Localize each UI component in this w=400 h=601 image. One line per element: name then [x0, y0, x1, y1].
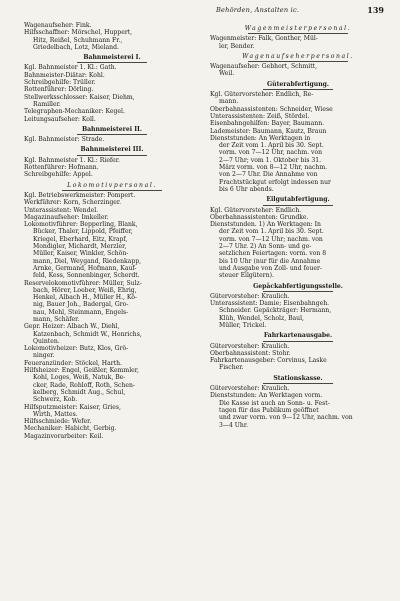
- entry-line: Hilfsheizer: Engel, Geißler, Kemmler,: [24, 367, 139, 375]
- entry-line: Oberbahnassistent: Stohr.: [210, 349, 291, 357]
- entry-continuation: und zwar vorm. von 9—12 Uhr, nachm. von: [219, 414, 353, 422]
- heading-rule: [248, 33, 348, 34]
- entry-line: Oberbahnassistenten: Schneider, Wiese: [210, 105, 333, 113]
- entry-line: Magazinaufseher: Imkeller.: [24, 213, 109, 221]
- entry-line: Oberbahnassistenten: Grundke.: [210, 213, 309, 221]
- entry-line: Rottenführer: Hofmann.: [24, 164, 99, 172]
- section-heading: Bahnmeisterei I.: [83, 54, 141, 62]
- right-column: [210, 22, 386, 429]
- entry-line: Wagenaufseher: Gebhort, Schmitt,: [210, 63, 318, 71]
- entry-line: Hilfsschmiede: Wefer.: [24, 418, 92, 426]
- entry-line: Werkführer: Korn, Scherzinger.: [24, 199, 122, 207]
- entry-line: Unterassistent: Damie; Eisenbahngeh.: [210, 300, 330, 308]
- entry-continuation: von 2—7 Uhr. Die Annahme von: [219, 171, 318, 179]
- entry-continuation: Kriegel, Eberhard, Eitz, Krapf,: [33, 235, 128, 243]
- entry-line: Kgl. Bahnmeister: Strade.: [24, 136, 105, 144]
- entry-continuation: Weil.: [219, 70, 235, 78]
- entry-continuation: Katzenbach, Schmidt W., Henrichs,: [33, 330, 142, 338]
- entry-continuation: kelberg, Schmidt Aug., Schul,: [33, 388, 126, 396]
- entry-line: Wagenaufseher: Fink.: [24, 22, 92, 29]
- entry-line: Gütervorsteher: Kraulich.: [210, 385, 290, 393]
- entry-line: Mechaniker: Habicht, Gerbig.: [24, 425, 117, 433]
- entry-continuation: mann, Schäfer.: [33, 315, 80, 323]
- entry-line: Bahnmeister-Diätar: Kohl.: [24, 71, 105, 79]
- entry-continuation: vorm. von 7—12 Uhr, nachm. von: [219, 149, 323, 157]
- entry-line: Kgl. Bahnmeister 1. Kl.: Riefer.: [24, 156, 120, 164]
- section-heading: Wagenmeisterpersonal.: [244, 25, 352, 32]
- entry-line: Dienststunden: An Werktagen in: [210, 134, 311, 142]
- heading-rule: [263, 291, 333, 292]
- entry-continuation: feld, Kess, Sonnenbinger, Scherdt.: [33, 272, 140, 280]
- entry-line: Lokomotivheizer: Butz, Klos, Grö-: [24, 345, 129, 353]
- entry-continuation: ler, Bender.: [219, 42, 255, 50]
- section-heading: Wagenaufseherpersonal.: [242, 52, 354, 60]
- entry-line: Gütervorsteher: Kraulich.: [210, 292, 290, 300]
- entry-continuation: Müller, Trickel.: [219, 321, 267, 329]
- entry-continuation: ninger.: [33, 352, 55, 360]
- entry-line: Gepr. Heizer: Albach W., Diehl,: [24, 323, 120, 331]
- entry-continuation: März vorm. von 8—12 Uhr, nachm.: [219, 164, 328, 172]
- entry-line: Kgl. Betriebswerkmeister: Pompert.: [24, 191, 136, 199]
- section-heading: Fahrkartenausgabe.: [263, 332, 333, 340]
- entry-continuation: Kohl, Loges, Weiß, Natuk, Be-: [33, 374, 126, 382]
- entry-continuation: cker, Rade, Rohloff, Roth, Schen-: [33, 381, 135, 389]
- entry-continuation: Henkel, Albach H., Müller H., Kö-: [33, 294, 138, 302]
- heading-rule: [263, 383, 333, 384]
- entry-line: Unterassistent: Wendel.: [24, 206, 99, 214]
- entry-line: Telegraphen-Mechaniker: Kegel.: [24, 108, 125, 116]
- entry-line: Kgl. Gütervorsteher: Endlich, Re-: [210, 91, 314, 99]
- entry-continuation: der Zeit vom 1. April bis 30. Sept.: [219, 228, 324, 236]
- entry-continuation: Hitz, Reißel, Schuhmann Fr.,: [33, 36, 123, 44]
- entry-line: Magazinvorarbeiter: Keil.: [24, 432, 104, 440]
- entry-continuation: Frachtstückgut erfolgt indessen nur: [219, 178, 331, 186]
- entry-continuation: Fischer.: [219, 364, 244, 372]
- entry-continuation: Klüh, Wendel, Scholz, Baul,: [219, 314, 304, 322]
- entry-continuation: tagen für das Publikum geöffnet: [219, 406, 319, 414]
- entry-line: Hilfsschaffner: Mörschel, Huppert,: [24, 29, 133, 37]
- entry-continuation: vorm. von 7—12 Uhr; nachm. von: [219, 235, 323, 243]
- entry-continuation: Wirth, Mattes.: [33, 410, 78, 418]
- entry-continuation: nig, Bauer Joh., Badergal, Gro-: [33, 301, 129, 309]
- entry-continuation: bis 10 Uhr (nur für die Annahme: [219, 257, 321, 265]
- section-heading: Bahnmeisterei III.: [80, 146, 144, 154]
- heading-rule: [77, 134, 147, 135]
- page-number: 139: [367, 5, 384, 15]
- entry-continuation: mann, Diel, Weygand, Riedenkapp,: [33, 257, 142, 265]
- entry-continuation: Arnke, Germand, Hofmann, Kauf-: [33, 264, 137, 272]
- section-heading: Bahnmeisterei II.: [81, 125, 143, 133]
- left-column: [24, 22, 200, 440]
- entry-continuation: Quinten.: [33, 337, 60, 345]
- entry-line: Dienststunden: An Werktagen vorm.: [210, 392, 323, 400]
- entry-continuation: Schwerz, Kob.: [33, 396, 78, 404]
- entry-continuation: 3—4 Uhr.: [219, 421, 249, 429]
- entry-continuation: Müller, Kaiser, Winkler, Schön-: [33, 250, 129, 258]
- entry-line: Schreibgehilfe: Trüller.: [24, 79, 96, 87]
- entry-line: Kgl. Bahnmeister 1. Kl.: Gath.: [24, 64, 117, 72]
- entry-continuation: steuer Eilgütern).: [219, 272, 274, 280]
- heading-rule: [77, 62, 147, 63]
- entry-line: Rottenführer: Dörling.: [24, 86, 94, 94]
- heading-rule: [248, 61, 348, 62]
- entry-continuation: mann.: [219, 98, 239, 106]
- section-heading: Güterabfertigung.: [266, 80, 330, 88]
- section-heading: Gepäckabfertigungsstelle.: [253, 282, 343, 290]
- entry-line: Lademeister: Baumann, Kautz, Braun: [210, 127, 327, 135]
- entry-continuation: und Ausgabe von Zoll- und feuer-: [219, 264, 322, 272]
- running-header: Behörden, Anstalten ic.: [216, 6, 300, 14]
- entry-line: Dienststunden. 1) An Werktagen: In: [210, 221, 321, 229]
- entry-line: Feueranzünder: Stöckel, Harth.: [24, 359, 122, 367]
- entry-line: Fahrkartenausgeber: Corvinus, Laske: [210, 357, 327, 365]
- entry-line: Stellwerksschlosser: Kaiser, Diehm,: [24, 93, 135, 101]
- entry-continuation: 2—7 Uhr. 2) An Sonn- und ge-: [219, 243, 312, 251]
- section-heading: Lokomotivpersonal.: [67, 181, 157, 189]
- entry-continuation: bach, Hörer, Loeber, Weiß, Ehrig,: [33, 286, 137, 294]
- entry-continuation: Bücker, Thaler, Lippold, Pfeiffer,: [33, 228, 133, 236]
- entry-line: Unterassistenten: Zeiß, Stördel.: [210, 112, 310, 120]
- entry-continuation: Ramiller.: [33, 100, 61, 108]
- entry-line: Leitungsaufseher: Koll.: [24, 115, 96, 123]
- entry-continuation: Schneider. Gepäckträger: Hermann,: [219, 307, 332, 315]
- entry-line: Hilfsputzmeister: Kaiser, Gries,: [24, 403, 121, 411]
- entry-line: Kgl. Gütervorsteher: Endlich.: [210, 206, 302, 214]
- entry-continuation: Die Kasse ist auch an Sonn- u. Fest-: [219, 399, 330, 407]
- entry-line: Wagenmeister: Falk, Gonther, Mül-: [210, 35, 318, 43]
- entry-continuation: der Zeit vom 1. April bis 30. Sept.: [219, 142, 324, 150]
- heading-rule: [62, 190, 162, 191]
- entry-line: Lokomotivführer: Bepperling, Blank,: [24, 221, 138, 229]
- heading-rule: [263, 341, 333, 342]
- heading-rule: [263, 205, 333, 206]
- entry-continuation: Mondigler, Michardt, Merzler,: [33, 243, 127, 251]
- heading-rule: [77, 155, 147, 156]
- entry-line: Schreibgehilfe: Appel.: [24, 171, 93, 179]
- heading-rule: [263, 89, 333, 90]
- entry-line: Reservelokomotivführer: Müller, Sulz-: [24, 279, 142, 287]
- entry-continuation: setzlichen Feiertagen: vorm. von 8: [219, 250, 327, 258]
- section-heading: Eilgutabfertigung.: [266, 196, 330, 204]
- entry-line: Eisenbahngehilfen: Bayer, Baumann.: [210, 120, 325, 128]
- entry-continuation: Griedelbach, Lotz, Mieland.: [33, 43, 119, 51]
- entry-continuation: nau, Mehl, Steinmann, Engels-: [33, 308, 129, 316]
- section-heading: Stationskasse.: [273, 374, 323, 382]
- entry-line: Gütervorsteher: Kraulich.: [210, 342, 290, 350]
- entry-continuation: 2—7 Uhr; vom 1. Oktober bis 31.: [219, 156, 322, 164]
- entry-continuation: bis 6 Uhr abends.: [219, 185, 274, 193]
